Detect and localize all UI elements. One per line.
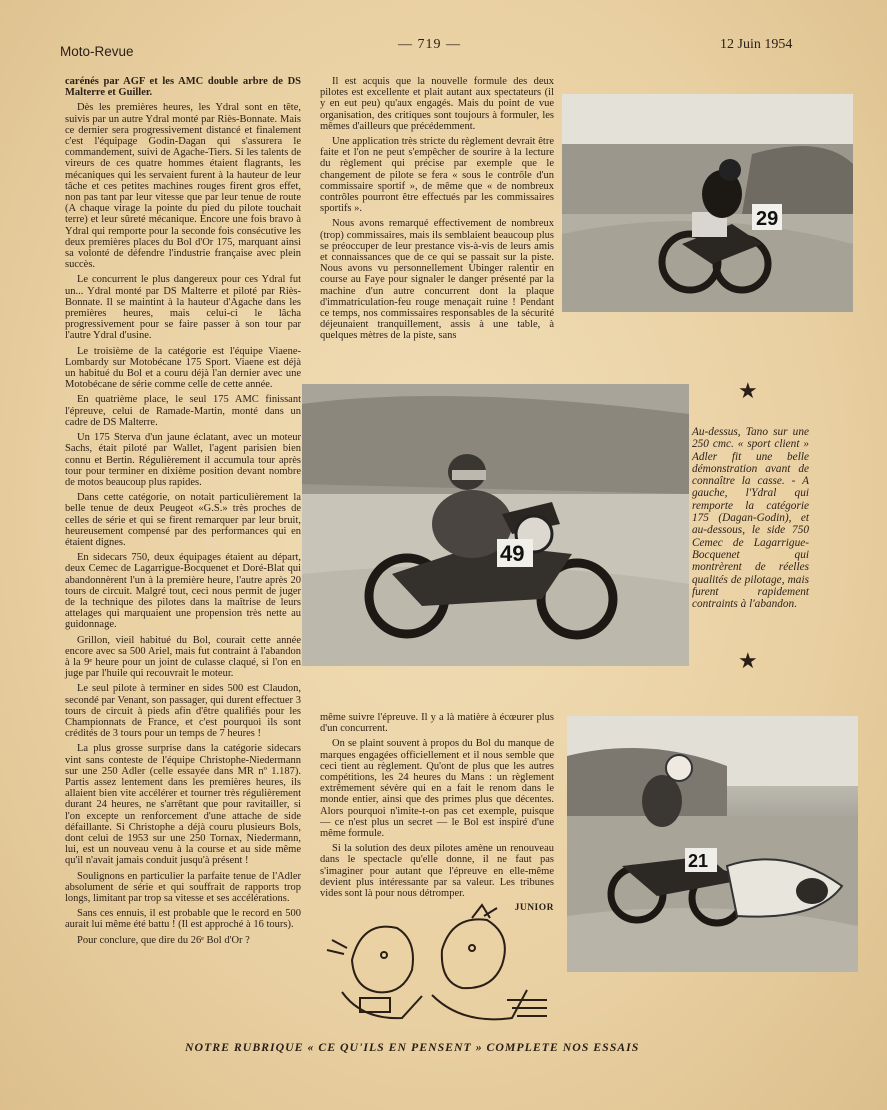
page-number: — 719 — [398,37,461,52]
paragraph: Le seul pilote à terminer en sides 500 est Claudon, secondé par Venant, son passager, qui durent effectuer 3 tours de circuit à pieds afin d'être qualifiés pour les Championnats de France, et c'est pourquoi ils sont crédités de 3 tours pour un temps de 7 heures ! [65,683,301,740]
race-number: 29 [756,208,779,230]
paragraph: Dans cette catégorie, on notait particulièrement la belle tenue de deux Peugeot «G.S.» très proches de celles de série et qui se firent remarquer par leur bruit, heureusement compensé par des performances qui en étaient dignes. [65,492,301,548]
paragraph: Si la solution des deux pilotes amène un renouveau dans le spectacle qu'elle donne, il ne faut pas s'imaginer pour autant que l'épreuve en elle-même devient plus intéressante par sa valeur. Les tribunes vides sont là pour nous détromper. [320,843,554,900]
photo-adler-rider [562,94,853,312]
photo-ydral-rider [302,384,689,666]
paragraph: Pour conclure, que dire du 26ᵉ Bol d'Or ? [77,934,250,946]
paragraph: Dès les premières heures, les Ydral sont en tête, suivis par un autre Ydral monté par Riès-Bonnate. Mais ce dernier sera progressivement distancé et finalement c'est l'équipage Godin-Dagan qui s'assurera le commandement, suivi de Agache-Tiers. Si les talents de vireurs de ces quatre hommes étaient flagrants, les mécaniques qui les servaient furent à la hauteur de leur tâche et ces petites machines rouges firent gros effet, non pas tant par leur vitesse que par leur tenue de route (A chaque virage la pointe du pied du pilote touchait terre) et leur sûreté mécanique. Encore une fois bravo à Ydral qui remporte pour la seconde fois consécutive les deux premières places du Bol d'Or 175, marquant ainsi sa volonté de défendre l'industrie française avec plein succès. [65,102,301,271]
race-number: 21 [688,851,709,871]
paragraph: Une application très stricte du règlement devrait être faite et l'on ne peut s'empêcher de sourire à la lecture du règlement qui précise par exemple que le changement de pilote se fera « sous le contrôle d'un commissaire sportif », de même que « de nombreux contrôles pourront être effectués par les commissaires sportifs ». [320,136,554,215]
star-icon: ★ [738,648,758,673]
paragraph: Grillon, vieil habitué du Bol, courait cette année encore avec sa 500 Ariel, mais fut contraint à l'abandon à la 9ᵉ heure pour un joint de culasse claqué, si l'on en juge par l'huile qui recouvrait le moteur. [65,634,301,680]
paragraph: Sans ces ennuis, il est probable que le record en 500 aurait lui même été battu ! (Il est approché à 16 tours). [65,908,301,931]
article-column-middle-bottom [320,712,554,914]
paragraph: Le troisième de la catégorie est l'équipe Viaene-Lombardy sur Motobécane 175 Sport. Viaene est déjà un habitué du Bol et a couru déjà l'an dernier avec une Motobécane de série comme celle de cette année. [65,345,301,391]
author-signature: JUNIOR [514,903,554,914]
footer-banner: NOTRE RUBRIQUE « CE QU'ILS EN PENSENT » COMPLETE NOS ESSAIS [185,1040,640,1054]
paragraph: Il est acquis que la nouvelle formule des deux pilotes est excellente et plait autant aux spectateurs (il y en eut peu) qu'aux engagés. Mais du point de vue organisation, des critiques sont toujours à formuler, les mêmes d'ailleurs que précédemment. [320,76,554,132]
paragraph: même suivre l'épreuve. Il y a là matière à écœurer plus d'un concurrent. [320,712,554,735]
paragraph: La plus grosse surprise dans la catégorie sidecars vint sans conteste de l'équipe Christophe-Niedermann sur une 250 Adler (celle essayée dans MR nº 1.187). Partis assez lentement dans les premières heures, ils allaient bien vite accélérer et tourner très régulièrement durant 24 heures, ne s'arrêtant que pour ravitailler, si l'on excepte un renforcement d'une attache de side défaillante. Si Christophe a déjà couru plusieurs Bols, dont celui de 1953 sur une 250 Tornax, Niedermann, lui, est un nouveau venu à la course et au side même qu'il n'avait jamais conduit jusqu'à présent ! [65,743,301,867]
issue-date: 12 Juin 1954 [720,37,793,52]
cartoon-illustration [322,900,547,1025]
paragraph: Un 175 Sterva d'un jaune éclatant, avec un moteur Sachs, était piloté par Wallet, l'agent parisien bien connu et Bertin. Régulièrement il accumula tour après tour pour terminer en dixième position devant nombre de motos beaucoup plus rapides. [65,432,301,488]
paragraph: En quatrième place, le seul 175 AMC finissant l'épreuve, celui de Ramade-Martin, monté dans un cadre de DS Malterre. [65,394,301,428]
paragraph: carénés par AGF et les AMC double arbre de DS Malterre et Guiller. [65,76,301,99]
race-number: 49 [500,541,525,566]
paragraph: Nous avons remarqué effectivement de nombreux (trop) commissaires, mais ils semblaient beaucoup plus se préoccuper de leur prestance vis-à-vis de leurs amis et connaissances que de ce qui se passait sur la piste. Nous avons vu personnellement Ubinger ralentir en course au Faye pour signaler le danger présenté par la machine d'un autre concurrent dont la plaque d'immatriculation-feu rouge menaçait ruine ! Pendant ce temps, nos commissaires responsables de la sécurité déjeunaient tranquillement, assis à une table, à quelques mètres de la piste, sans [320,218,554,342]
article-column-left [65,76,301,1034]
paragraph: Le concurrent le plus dangereux pour ces Ydral fut un... Ydral monté par DS Malterre et piloté par Riès-Bonnate. Il se maintint à la hauteur d'Agache dans les premières heures, mais celui-ci le lâcha progressivement pour se faire passer à son tour par l'autre Ydral d'usine. [65,274,301,342]
photo-sidecar [567,716,858,972]
star-icon: ★ [738,378,758,403]
publication-name: Moto-Revue [60,44,134,59]
paragraph: En sidecars 750, deux équipages étaient au départ, deux Cemec de Lagarrigue-Bocquenet et Doré-Blat qui abandonnèrent l'un à la première heure, l'autre après 20 tours de circuit. Malgré tout, ceci nous permit de juger de la technique des pilotes dans la maîtrise de leurs attelages qui marquaient une propension très nette au guidonnage. [65,552,301,631]
paragraph: On se plaint souvent à propos du Bol du manque de marques engagées officiellement et il nous semble que ceci tient au règlement. Qu'ont de plus que les autres compétitions, les 24 heures du Mans : un règlement extrêmement sévère qui en a fait le renom dans le monde entier, ainsi que des primes plus que décentes. Alors pourquoi n'imite-t-on pas cet exemple, puisque — ce n'est plus un secret — le Bol est inspiré d'une même formule. [320,738,554,840]
photo-caption: Au-dessus, Tano sur une 250 cmc. « sport client » Adler fit une belle démonstration avant de connaître la casse. - A gauche, l'Ydral qui remporte la catégorie 175 (Dagan-Godin), et au-dessous, le side 750 Cemec de Lagarrigue-Bocquenet qui montrèrent de réelles qualités de pilotage, mais furent rapidement contraints à l'abandon. [692,426,809,611]
article-column-middle-top [320,76,554,362]
paragraph: Soulignons en particulier la parfaite tenue de l'Adler absolument de série et qui souffrait de rapports trop longs, limitant par trop sa vitesse et ses accélérations. [65,870,301,905]
